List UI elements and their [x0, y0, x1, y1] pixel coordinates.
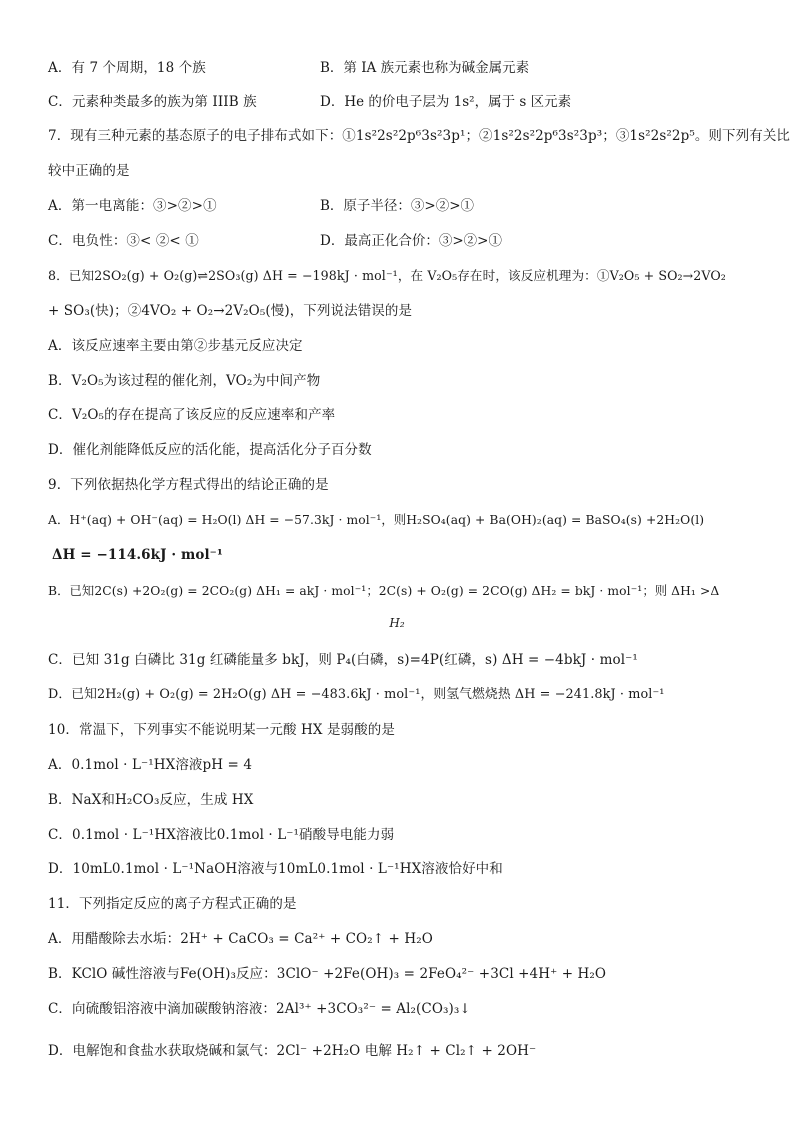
q8-option-c: C．V₂O₅的存在提高了该反应的反应速率和产率 [48, 407, 336, 423]
q10-option-c: C．0.1mol · L⁻¹HX溶液比0.1mol · L⁻¹硝酸导电能力弱 [48, 827, 395, 843]
q10-stem: 10．常温下，下列事实不能说明某一元酸 HX 是弱酸的是 [48, 722, 395, 738]
q8-option-b: B．V₂O₅为该过程的催化剂，VO₂为中间产物 [48, 373, 321, 389]
q10-option-b: B．NaX和H₂CO₃反应，生成 HX [48, 792, 254, 808]
q9-option-a-line2: ΔH = −114.6kJ · mol⁻¹ [52, 547, 223, 563]
q10-option-a: A．0.1mol · L⁻¹HX溶液pH = 4 [48, 757, 253, 773]
q11-option-c: C．向硫酸铝溶液中滴加碳酸钠溶液：2Al³⁺ +3CO₃²⁻ = Al₂(CO₃)₃↓ [48, 1001, 471, 1017]
q8-stem-line1: 8．已知2SO₂(g) + O₂(g)⇌2SO₃(g) ΔH = −198kJ · mol⁻¹，在 V₂O₅存在时，该反应机理为：①V₂O₅ + SO₂→2VO₂ [48, 268, 726, 283]
q9-option-b-line2: H₂ [389, 616, 405, 630]
q9-option-c: C．已知 31g 白磷比 31g 红磷能量多 bkJ，则 P₄(白磷，s)=4P(红磷，s) ΔH = −4bkJ · mol⁻¹ [48, 652, 638, 668]
q7-stem-line1: 7．现有三种元素的基态原子的电子排布式如下：①1s²2s²2p⁶3s²3p¹；②1s²2s²2p⁶3s²3p³；③1s²2s²2p⁵。则下列有关比 [48, 128, 791, 144]
q9-option-a-line1: A．H⁺(aq) + OH⁻(aq) = H₂O(l) ΔH = −57.3kJ · mol⁻¹，则H₂SO₄(aq) + Ba(OH)₂(aq) = BaSO₄(s) +2H₂O(l) [48, 513, 705, 527]
q9-stem: 9．下列依据热化学方程式得出的结论正确的是 [48, 477, 329, 493]
q9-option-d: D．已知2H₂(g) + O₂(g) = 2H₂O(g) ΔH = −483.6kJ · mol⁻¹，则氢气燃烧热 ΔH = −241.8kJ · mol⁻¹ [48, 687, 665, 702]
q7-option-c: C．电负性：③< ②< ① [48, 233, 199, 249]
q6-option-a: A．有 7 个周期，18 个族 [48, 60, 206, 76]
q9-option-b-line1: B．已知2C(s) +2O₂(g) = 2CO₂(g) ΔH₁ = akJ · mol⁻¹；2C(s) + O₂(g) = 2CO(g) ΔH₂ = bkJ · mol⁻¹；则 ΔH₁ >Δ [48, 584, 720, 598]
q6-option-b: B．第 IA 族元素也称为碱金属元素 [320, 60, 530, 76]
q8-stem-line2: + SO₃(快)；②4VO₂ + O₂→2V₂O₅(慢)，下列说法错误的是 [48, 303, 413, 319]
q7-option-d: D．最高正化合价：③>②>① [320, 233, 502, 249]
q6-option-c: C．元素种类最多的族为第 IIIB 族 [48, 94, 257, 110]
q7-stem-line2: 较中正确的是 [48, 163, 130, 179]
q11-option-b: B．KClO 碱性溶液与Fe(OH)₃反应：3ClO⁻ +2Fe(OH)₃ = 2FeO₄²⁻ +3Cl +4H⁺ + H₂O [48, 966, 607, 982]
q11-option-d: D．电解饱和食盐水获取烧碱和氯气：2Cl⁻ +2H₂O 电解 H₂↑ + Cl₂↑ + 2OH⁻ [48, 1043, 537, 1059]
q10-option-d: D．10mL0.1mol · L⁻¹NaOH溶液与10mL0.1mol · L⁻¹HX溶液恰好中和 [48, 861, 503, 877]
q7-option-a: A．第一电离能：③>②>① [48, 198, 217, 214]
q11-stem: 11．下列指定反应的离子方程式正确的是 [48, 896, 297, 912]
q8-option-d: D．催化剂能降低反应的活化能，提高活化分子百分数 [48, 442, 372, 458]
q6-option-d: D．He 的价电子层为 1s²，属于 s 区元素 [320, 94, 572, 110]
q7-option-b: B．原子半径：③>②>① [320, 198, 475, 214]
q11-option-a: A．用醋酸除去水垢：2H⁺ + CaCO₃ = Ca²⁺ + CO₂↑ + H₂O [48, 931, 433, 947]
q8-option-a: A．该反应速率主要由第②步基元反应决定 [48, 338, 303, 354]
